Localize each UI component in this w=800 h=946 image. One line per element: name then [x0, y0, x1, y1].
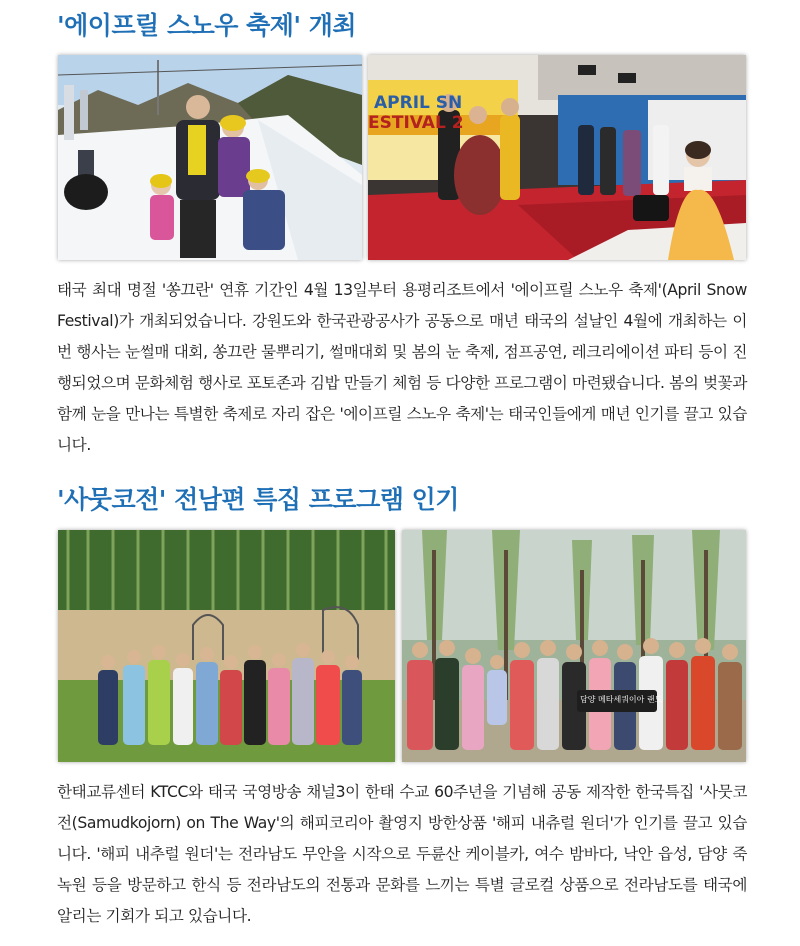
photo-group-metasequoia-road: [402, 530, 746, 762]
section-title-samudkojorn: '사뭇코전' 전남편 특집 프로그램 인기: [57, 485, 459, 514]
festival-banner-line1: APRIL SN: [374, 93, 463, 113]
photo-festival-stage-show: [368, 55, 746, 260]
metasequoia-sign-text: 담양 메타세쿼이아 랜드: [580, 695, 663, 704]
festival-banner-line2: ESTIVAL 2: [368, 113, 464, 133]
photo-row-samudkojorn: [58, 530, 746, 762]
paragraph-samudkojorn: 한태교류센터 KTCC와 태국 국영방송 채널3이 한태 수교 60주년을 기념해 공동 제작한 한국특집 '사뭇코전(Samudkojorn) on The Way'의 해피코리아 촬영지 방한상품 '해피 내츄럴 원더'가 인기를 끌고 있습니다. '해피 내추럴 원더'는 전라남도 무안을 시작으로 두륜산 케이블카, 여수 밤바다, 낙안 읍성, 담양 죽녹원 등을 방문하고 한식 등 전라남도의 전통과 문화를 느끼는 특별 글로컬 상품으로 전라남도를 태국에 알리는 기회가 되고 있습니다.: [57, 783, 747, 925]
paragraph-snow-festival: 태국 최대 명절 '쏭끄란' 연휴 기간인 4월 13일부터 용평리조트에서 '에이프릴 스노우 축제'(April Snow Festival)가 개최되었습니다. 강원도와 한국관광공사가 공동으로 매년 태국의 설날인 4월에 개최하는 이번 행사는 눈썰매 대회, 쏭끄란 물뿌리기, 썰매대회 및 봄의 눈 축제, 점프공연, 레크리에이션 파티 등이 진행되었으며 문화체험 행사로 포토존과 김밥 만들기 체험 등 다양한 프로그램이 마련됐습니다. 봄의 벚꽃과 함께 눈을 만나는 특별한 축제로 자리 잡은 '에이프릴 스노우 축제'는 태국인들에게 매년 인기를 끌고 있습니다.: [57, 281, 747, 454]
photo-family-on-snow-slope: [58, 55, 362, 260]
photo-row-snow-festival: [58, 55, 746, 260]
photo-group-bamboo-forest: [58, 530, 395, 762]
section-title-snow-festival: '에이프릴 스노우 축제' 개최: [57, 11, 357, 40]
